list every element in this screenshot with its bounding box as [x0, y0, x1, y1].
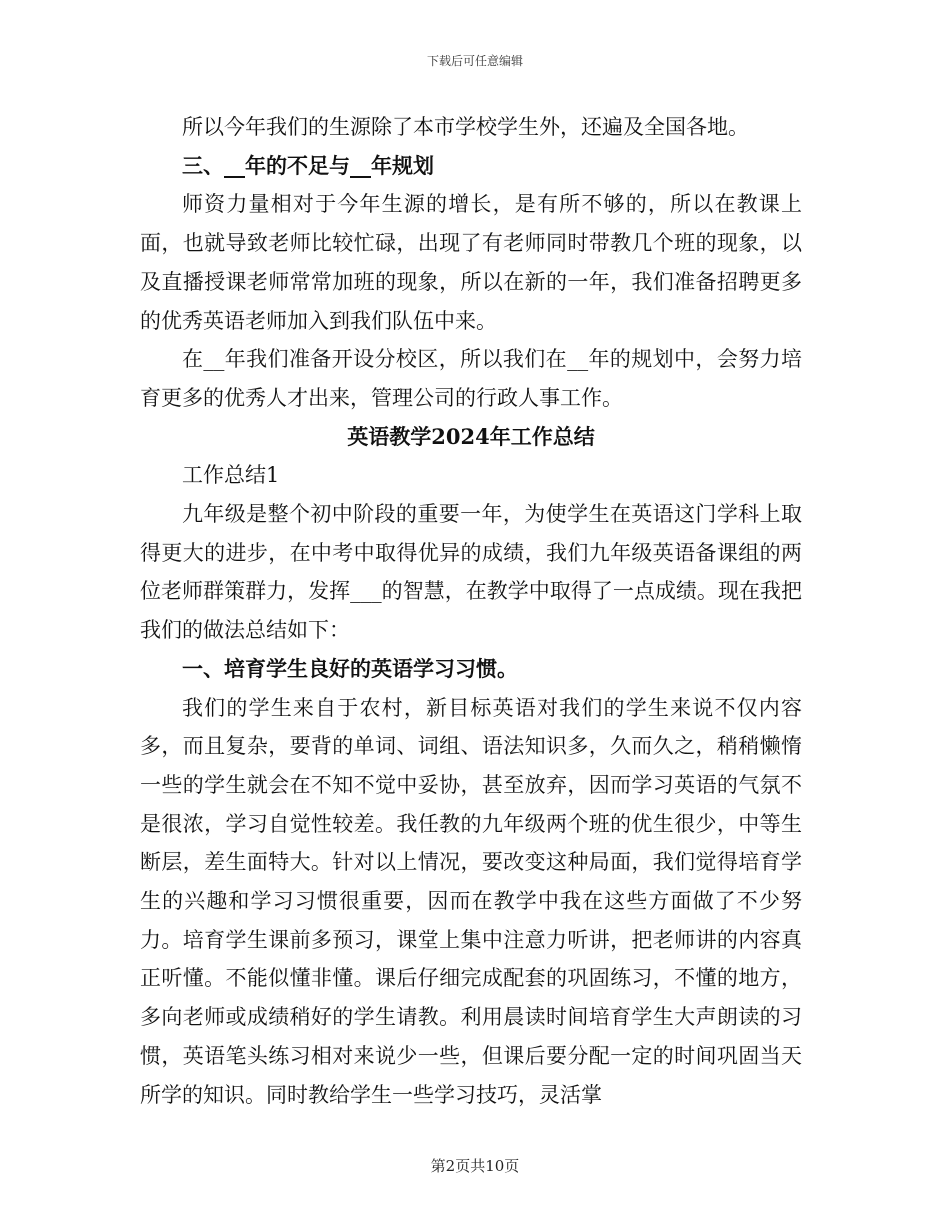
document-title: 英语教学2024年工作总结	[347, 423, 595, 449]
paragraph-teacher-resources: 师资力量相对于今年生源的增长，是有所不够的，所以在教课上面，也就导致老师比较忙碌，出现了有老师同时带教几个班的现象，以及直播授课老师常常加班的现象，所以在新的一年，我们准备招聘更多的优秀英语老师加入到我们队伍中来。	[140, 192, 802, 333]
document-body	[140, 108, 802, 1114]
section-heading-study-habits: 一、培育学生良好的英语学习习惯。	[182, 655, 518, 681]
paragraph-grade-nine-intro: 九年级是整个初中阶段的重要一年，为使学生在英语这门学科上取得更大的进步，在中考中取得优异的成绩，我们九年级英语备课组的两位老师群策群力，发挥___的智慧，在教学中取得了一点成绩。现在我把我们的做法总结如下：	[140, 502, 802, 643]
paragraph-study-habits-detail: 我们的学生来自于农村，新目标英语对我们的学生来说不仅内容多，而且复杂，要背的单词、词组、语法知识多，久而久之，稍稍懒惰一些的学生就会在不知不觉中妥协，甚至放弃，因而学习英语的气氛不是很浓，学习自觉性较差。我任教的九年级两个班的优生很少，中等生断层，差生面特大。针对以上情况，要改变这种局面，我们觉得培育学生的兴趣和学习习惯很重要，因而在教学中我在这些方面做了不少努力。培育学生课前多预习，课堂上集中注意力听讲，把老师讲的内容真正听懂。不能似懂非懂。课后仔细完成配套的巩固练习，不懂的地方，多向老师或成绩稍好的学生请教。利用晨读时间培育学生大声朗读的习惯，英语笔头练习相对来说少一些，但课后要分配一定的时间巩固当天所学的知识。同时教给学生一些学习技巧，灵活掌	[140, 695, 802, 1107]
paragraph-student-sources: 所以今年我们的生源除了本市学校学生外，还遍及全国各地。	[182, 115, 749, 139]
page-number: 第2页共10页	[430, 1157, 520, 1175]
section-heading-shortcomings-plan: 三、__年的不足与__年规划	[182, 152, 434, 178]
header-note: 下载后可任意编辑	[426, 54, 523, 68]
paragraph-branch-campus: 在__年我们准备开设分校区，所以我们在__年的规划中，会努力培育更多的优秀人才出来，管理公司的行政人事工作。	[140, 347, 802, 410]
subtitle-work-summary-1: 工作总结1	[182, 463, 280, 488]
